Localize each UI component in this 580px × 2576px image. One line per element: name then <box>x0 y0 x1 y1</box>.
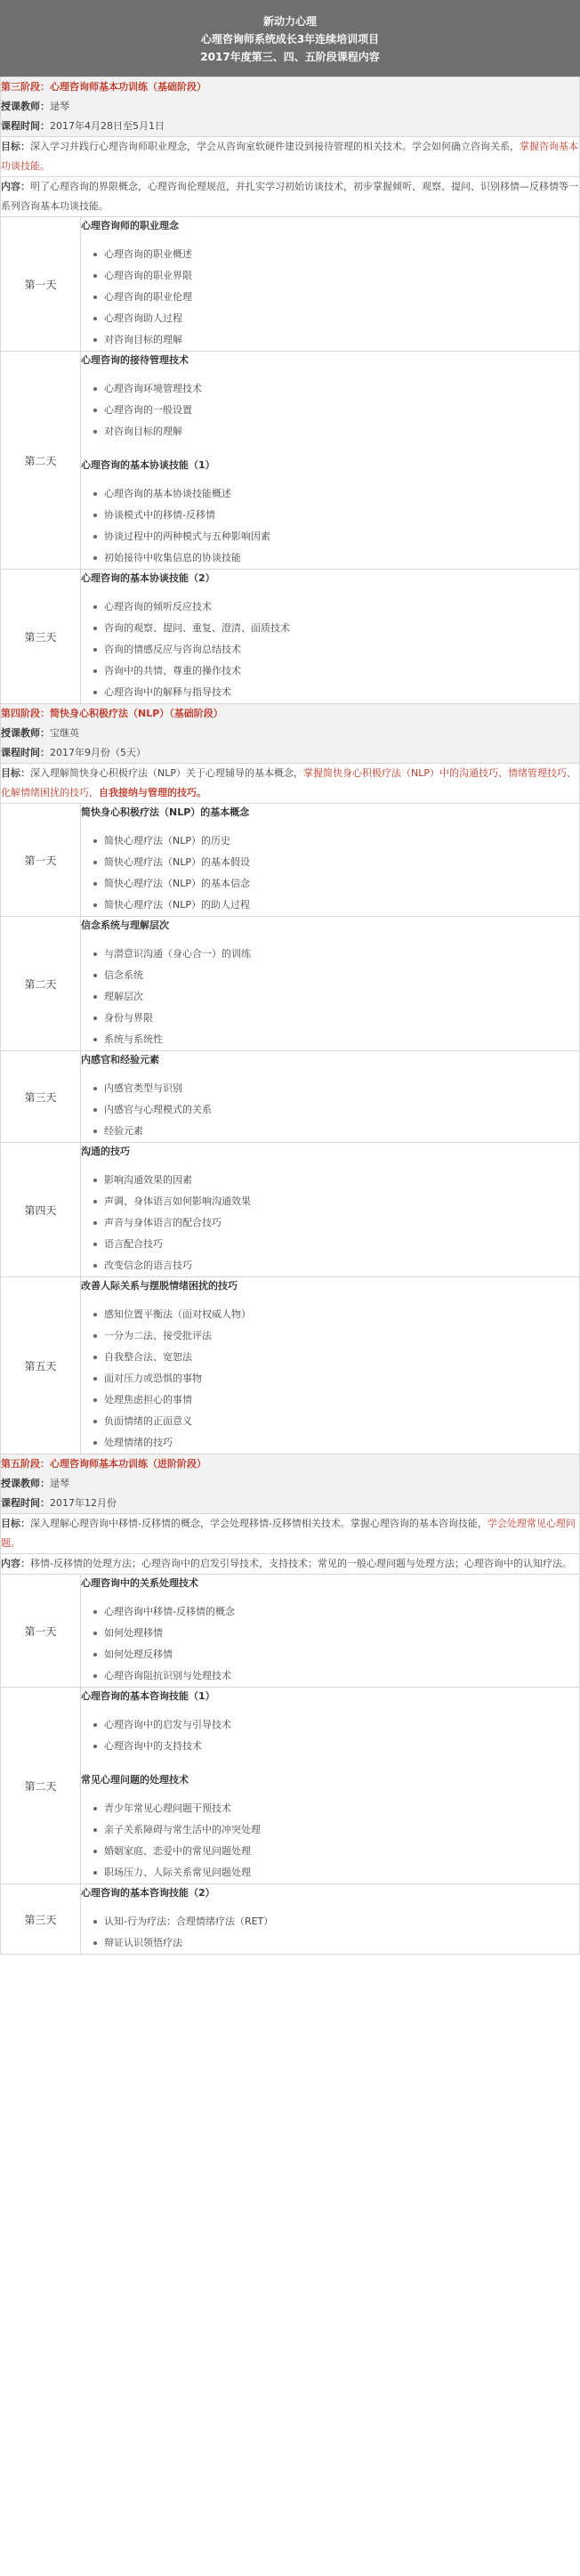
list-item: 心理咨询的一般设置 <box>93 400 579 421</box>
goal-highlight: 学会处理常见心理问题。 <box>1 1518 576 1549</box>
list-item: 经验元素 <box>93 1121 579 1142</box>
list-item: 身份与界限 <box>93 1008 579 1029</box>
list-item: 协谈模式中的移情-反移情 <box>93 505 579 526</box>
list-item: 咨询的情感反应与咨询总结技术 <box>93 639 579 660</box>
module-item-list <box>93 1714 579 1757</box>
day-label: 第一天 <box>1 217 81 352</box>
list-item: 处理情绪的技巧 <box>93 1432 579 1454</box>
list-item: 声音与身体语言的配合技巧 <box>93 1212 579 1234</box>
day-label: 第五天 <box>1 1277 81 1454</box>
module-item-list <box>93 483 579 569</box>
stage5-content-row <box>1 1554 580 1575</box>
stage3-header <box>1 77 580 137</box>
stage5-goal <box>1 1514 580 1554</box>
module-item-list <box>93 244 579 351</box>
time-label: 课程时间： <box>1 1497 50 1509</box>
module-item-list <box>93 830 579 916</box>
stage3-goal-row <box>1 137 580 177</box>
content-label: 内容： <box>1 181 30 192</box>
day-label: 第二天 <box>1 352 81 570</box>
list-item: 如何处理反移情 <box>93 1644 579 1665</box>
module-item-list <box>93 944 579 1050</box>
list-item: 一分为二法、接受批评法 <box>93 1325 579 1347</box>
module-item-list <box>93 1170 579 1276</box>
list-item: 心理咨询的职业界限 <box>93 265 579 287</box>
goal-label: 目标： <box>1 767 30 779</box>
module-title: 信念系统与理解层次 <box>81 919 169 931</box>
module-item-list <box>93 1798 579 1883</box>
list-item: 青少年常见心理问题干预技术 <box>93 1798 579 1819</box>
list-item: 心理咨询中的解释与指导技术 <box>93 682 579 703</box>
list-item: 影响沟通效果的因素 <box>93 1170 579 1191</box>
teacher-name: 逯琴 <box>50 101 69 112</box>
module-item-list <box>93 596 579 703</box>
banner-program: 心理咨询师系统成长3年连续培训项目 <box>200 33 380 45</box>
module-title: 沟通的技巧 <box>81 1146 130 1157</box>
list-item: 心理咨询阻抗识别与处理技术 <box>93 1665 579 1687</box>
teacher-line <box>1 1474 579 1494</box>
list-item: 亲子关系障碍与常生活中的冲突处理 <box>93 1819 579 1841</box>
list-item: 内感官类型与识别 <box>93 1078 579 1099</box>
teacher-line <box>1 97 579 117</box>
day-content <box>81 1688 580 1884</box>
module-title: 内感官和经验元素 <box>81 1054 159 1065</box>
stage-title: 第四阶段：简快身心积极疗法（NLP）（基础阶段） <box>1 708 223 719</box>
goal-label: 目标： <box>1 1518 30 1529</box>
course-time: 2017年9月份（5天） <box>50 747 146 758</box>
stage3-goal <box>1 137 580 177</box>
list-item: 系统与系统性 <box>93 1029 579 1050</box>
module-title: 心理咨询的基本协谈技能（2） <box>81 572 215 584</box>
day-label: 第三天 <box>1 570 81 704</box>
goal-text: 深入学习并践行心理咨询师职业理念，学会从咨询室软硬件建设到接待管理的相关技术。学会如何确立咨询关系， <box>30 141 520 152</box>
list-item: 职场压力、人际关系常见问题处理 <box>93 1862 579 1883</box>
list-item: 心理咨询环境管理技术 <box>93 378 579 400</box>
list-item: 语言配合技巧 <box>93 1234 579 1255</box>
stage4-header <box>1 704 580 764</box>
course-time: 2017年4月28日至5月1日 <box>50 120 165 132</box>
teacher-label: 授课教师： <box>1 101 50 112</box>
time-line <box>1 117 579 136</box>
time-label: 课程时间： <box>1 747 50 758</box>
list-item: 对咨询目标的理解 <box>93 329 579 351</box>
stage-title: 第三阶段：心理咨询师基本功训练（基础阶段） <box>1 81 206 93</box>
stage5-content <box>1 1554 580 1575</box>
day-label: 第二天 <box>1 917 81 1051</box>
list-item: 辩证认识领悟疗法 <box>93 1932 579 1954</box>
list-item: 自我整合法、宽恕法 <box>93 1347 579 1368</box>
teacher-label: 授课教师： <box>1 727 50 739</box>
list-item: 咨询中的共情、尊重的操作技术 <box>93 660 579 682</box>
module-item-list <box>93 378 579 442</box>
teacher-name: 宝继英 <box>50 727 79 739</box>
list-item: 心理咨询助人过程 <box>93 308 579 329</box>
goal-text: 深入理解简快身心积极疗法（NLP）关于心理辅导的基本概念， <box>30 767 303 779</box>
list-item: 简快心理疗法（NLP）的基本信念 <box>93 873 579 895</box>
list-item: 与潜意识沟通（身心合一）的训练 <box>93 944 579 965</box>
list-item: 对咨询目标的理解 <box>93 421 579 442</box>
day-label: 第一天 <box>1 1575 81 1688</box>
stage4-goal <box>1 764 580 804</box>
stage3-header-row <box>1 77 580 137</box>
list-item: 简快心理疗法（NLP）的基本假设 <box>93 852 579 873</box>
list-item: 面对压力或恐惧的事物 <box>93 1368 579 1389</box>
banner-org: 新动力心理 <box>262 15 317 28</box>
stage4-header-row <box>1 704 580 764</box>
module-item-list <box>93 1911 579 1954</box>
day-content <box>81 1051 580 1143</box>
module-title: 心理咨询的基本协谈技能（1） <box>81 459 215 471</box>
goal-highlight-bold: 自我接纳与管理的技巧。 <box>99 787 206 798</box>
list-item: 心理咨询的职业伦理 <box>93 287 579 308</box>
day-label: 第一天 <box>1 804 81 917</box>
module-title: 心理咨询的基本咨询技能（2） <box>81 1887 215 1899</box>
day-content <box>81 1143 580 1277</box>
module-title: 心理咨询师的职业理念 <box>81 220 179 231</box>
module-item-list <box>93 1078 579 1142</box>
course-table <box>0 77 580 1955</box>
stage5-header <box>1 1454 580 1514</box>
day-row <box>1 1143 580 1277</box>
day-content <box>81 570 580 704</box>
day-row <box>1 1277 580 1454</box>
list-item: 处理焦虑担心的事情 <box>93 1389 579 1411</box>
content-text: 明了心理咨询的界限概念，心理咨询伦理规范，并扎实学习初始访谈技术，初步掌握倾听、观察、提问、识别移情—反移情等一系列咨询基本功谈技能。 <box>1 181 578 212</box>
module-title: 简快身心积极疗法（NLP）的基本概念 <box>81 806 250 818</box>
list-item: 理解层次 <box>93 986 579 1008</box>
day-content <box>81 217 580 352</box>
time-line <box>1 743 579 763</box>
list-item: 负面情绪的正面意义 <box>93 1411 579 1432</box>
module-title: 心理咨询的接待管理技术 <box>81 354 189 366</box>
goal-label: 目标： <box>1 141 30 152</box>
list-item: 心理咨询中移情-反移情的概念 <box>93 1601 579 1623</box>
goal-text: 深入理解心理咨询中移情-反移情的概念，学会处理移情-反移情相关技术。掌握心理咨询的基本咨询技能， <box>30 1518 487 1529</box>
list-item: 心理咨询的基本协谈技能概述 <box>93 483 579 505</box>
stage3-content-row <box>1 177 580 217</box>
stage5-goal-row <box>1 1514 580 1554</box>
list-item: 内感官与心理模式的关系 <box>93 1099 579 1121</box>
day-row <box>1 1884 580 1955</box>
banner-year-title: 2017年度第三、四、五阶段课程内容 <box>200 51 380 63</box>
list-item: 协谈过程中的两种模式与五种影响因素 <box>93 526 579 547</box>
goal-highlight: 掌握简快身心积极疗法（NLP）中的沟通技巧、情绪管理技巧、化解情绪困扰的技巧， <box>1 767 576 798</box>
content-label: 内容： <box>1 1558 30 1569</box>
day-content <box>81 352 580 570</box>
list-item: 认知-行为疗法：合理情绪疗法（RET） <box>93 1911 579 1932</box>
course-time: 2017年12月份 <box>50 1497 117 1509</box>
list-item: 声调、身体语言如何影响沟通效果 <box>93 1191 579 1212</box>
module-item-list <box>93 1601 579 1687</box>
time-line <box>1 1494 579 1513</box>
module-title: 心理咨询中的关系处理技术 <box>81 1577 198 1589</box>
day-row <box>1 804 580 917</box>
day-label: 第三天 <box>1 1051 81 1143</box>
day-row <box>1 1688 580 1884</box>
module-item-list <box>93 1304 579 1454</box>
day-content <box>81 1575 580 1688</box>
module-title: 改善人际关系与摆脱情绪困扰的技巧 <box>81 1280 238 1292</box>
list-item: 心理咨询中的启发与引导技术 <box>93 1714 579 1736</box>
list-item: 改变信念的语言技巧 <box>93 1255 579 1276</box>
day-content <box>81 1884 580 1955</box>
teacher-name: 逯琴 <box>50 1478 69 1489</box>
stage-title: 第五阶段：心理咨询师基本功训练（进阶阶段） <box>1 1458 206 1470</box>
list-item: 婚姻家庭、恋爱中的常见问题处理 <box>93 1841 579 1862</box>
day-row <box>1 917 580 1051</box>
day-row <box>1 1575 580 1688</box>
content-text: 移情-反移情的处理方法；心理咨询中的启发引导技术，支持技术；常见的一般心理问题与处理方法；心理咨询中的认知疗法。 <box>30 1558 572 1569</box>
stage5-header-row <box>1 1454 580 1514</box>
list-item: 简快心理疗法（NLP）的历史 <box>93 830 579 852</box>
module-title: 常见心理问题的处理技术 <box>81 1774 189 1786</box>
day-row <box>1 570 580 704</box>
day-content <box>81 917 580 1051</box>
goal-highlight: 掌握咨询基本功谈技能。 <box>1 141 578 172</box>
day-content <box>81 1277 580 1454</box>
day-row <box>1 1051 580 1143</box>
list-item: 如何处理移情 <box>93 1623 579 1644</box>
day-content <box>81 804 580 917</box>
stage3-content <box>1 177 580 217</box>
list-item: 心理咨询中的支持技术 <box>93 1736 579 1757</box>
day-row <box>1 352 580 570</box>
list-item: 简快心理疗法（NLP）的助人过程 <box>93 895 579 916</box>
day-label: 第二天 <box>1 1688 81 1884</box>
module-title: 心理咨询的基本咨询技能（1） <box>81 1690 215 1702</box>
day-label: 第四天 <box>1 1143 81 1277</box>
list-item: 心理咨询的职业概述 <box>93 244 579 265</box>
list-item: 信念系统 <box>93 965 579 986</box>
list-item: 心理咨询的倾听反应技术 <box>93 596 579 618</box>
page-banner <box>0 0 580 77</box>
list-item: 感知位置平衡法（面对权威人物） <box>93 1304 579 1325</box>
teacher-line <box>1 724 579 743</box>
day-label: 第三天 <box>1 1884 81 1955</box>
teacher-label: 授课教师： <box>1 1478 50 1489</box>
list-item: 咨询的观察、提问、重复、澄清、面质技术 <box>93 618 579 639</box>
day-row <box>1 217 580 352</box>
time-label: 课程时间： <box>1 120 50 132</box>
list-item: 初始接待中收集信息的协谈技能 <box>93 547 579 569</box>
stage4-goal-row <box>1 764 580 804</box>
